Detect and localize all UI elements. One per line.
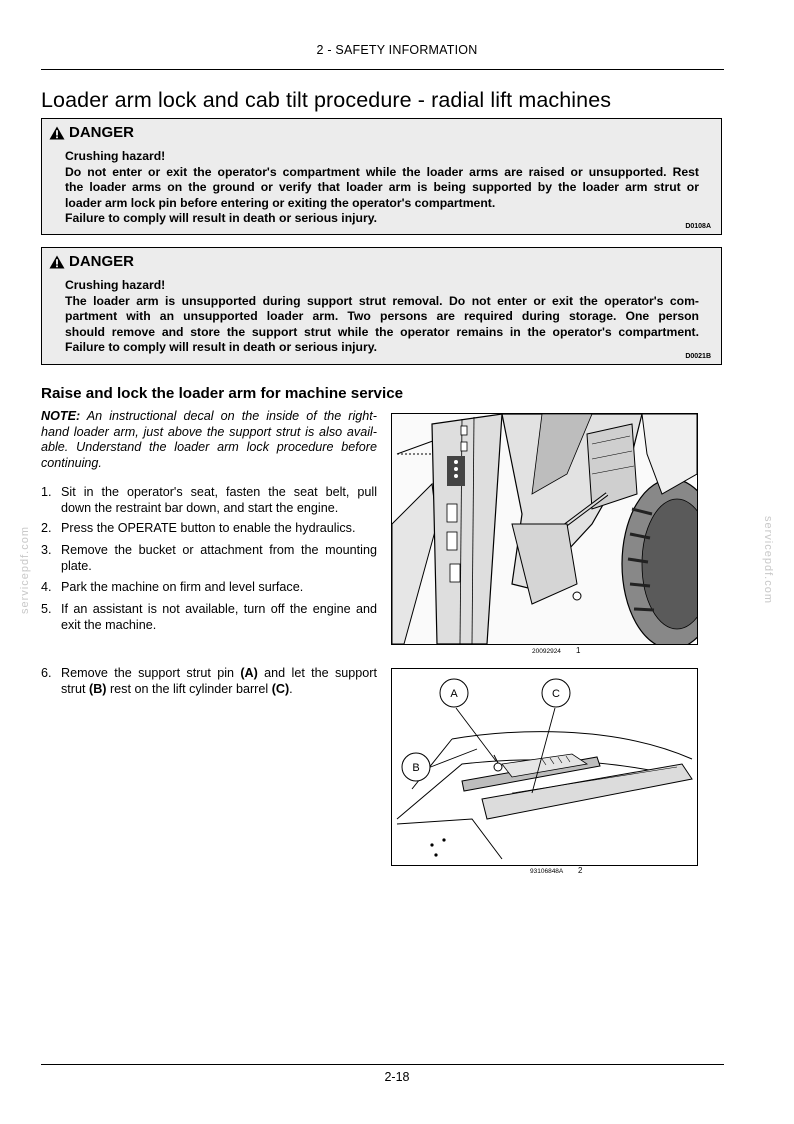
footer-rule xyxy=(41,1064,724,1065)
section-subheading: Raise and lock the loader arm for machine service xyxy=(41,385,404,402)
figure-1-code: 20092924 xyxy=(532,648,561,655)
step-line: Remove the support strut pin (A) and let the support xyxy=(61,666,377,680)
danger-text xyxy=(65,278,699,356)
warning-triangle-icon xyxy=(49,126,65,140)
loader-arm-illustration xyxy=(392,414,697,644)
callout-ref-c: (C) xyxy=(271,681,290,696)
callout-label-c: C xyxy=(552,688,560,700)
danger-hazard: Crushing hazard! xyxy=(65,278,166,292)
callout-label-a: A xyxy=(450,688,458,700)
step-number: 3. xyxy=(41,543,52,557)
danger-line: The loader arm is unsupported during support strut removal. Do not enter or exit the operator's com- xyxy=(65,293,699,308)
step-line: down the restraint bar down, and start the engine. xyxy=(61,500,339,515)
danger-label: DANGER xyxy=(69,124,135,141)
danger-text xyxy=(65,149,699,227)
danger-label: DANGER xyxy=(69,253,135,270)
danger-code: D0108A xyxy=(685,223,711,230)
danger-code: D0021B xyxy=(685,353,711,360)
step-line: strut (B) rest on the lift cylinder barrel (C). xyxy=(61,681,293,696)
page-title: Loader arm lock and cab tilt procedure - radial lift machines xyxy=(41,88,612,112)
danger-line: partment with an unsupported loader arm. Two persons are required during storage. One person xyxy=(65,309,699,324)
step-line: exit the machine. xyxy=(61,617,157,632)
note-line: continuing. xyxy=(41,455,102,470)
callout-ref-b: (B) xyxy=(89,681,107,696)
step-number: 4. xyxy=(41,580,52,594)
step-line: If an assistant is not available, turn off the engine and xyxy=(61,602,377,616)
step-number: 1. xyxy=(41,485,52,499)
step-line: plate. xyxy=(61,558,92,573)
danger-heading xyxy=(49,253,134,270)
running-header: 2 - SAFETY INFORMATION xyxy=(316,43,478,57)
step-line: Remove the bucket or attachment from the mounting xyxy=(61,543,377,557)
danger-line: Failure to comply will result in death or serious injury. xyxy=(65,340,377,355)
danger-line: loader arm lock pin before entering or exiting the operator's compartment. xyxy=(65,195,496,210)
note-paragraph xyxy=(41,409,377,471)
figure-2-number: 2 xyxy=(578,866,583,875)
header-rule xyxy=(41,69,724,70)
step-line: Park the machine on firm and level surface. xyxy=(61,580,304,594)
danger-line: the loader arms on the ground or verify that loader arm is being supported by the loader arm strut or xyxy=(65,180,699,195)
watermark-right: servicepdf.com xyxy=(762,516,774,604)
note-line: able. Understand the loader arm lock procedure before xyxy=(41,440,377,455)
note-line: NOTE: An instructional decal on the inside of the right- xyxy=(41,409,377,423)
figure-2-support-strut xyxy=(391,668,698,866)
step-number: 5. xyxy=(41,602,52,616)
step-line: Press the OPERATE button to enable the hydraulics. xyxy=(61,521,356,535)
watermark-left: servicepdf.com xyxy=(19,526,31,614)
figure-2-code: 93106848A xyxy=(530,868,564,875)
danger-heading xyxy=(49,124,134,141)
danger-box-2 xyxy=(41,247,722,365)
figure-1-number: 1 xyxy=(576,646,581,655)
danger-box-1 xyxy=(41,118,722,235)
step-number: 2. xyxy=(41,521,52,535)
danger-hazard: Crushing hazard! xyxy=(65,149,166,163)
step-line: Sit in the operator's seat, fasten the seat belt, pull xyxy=(61,485,377,499)
danger-line: Do not enter or exit the operator's compartment while the loader arms are raised or unsupported. Rest xyxy=(65,164,699,179)
callout-label-b: B xyxy=(412,762,420,774)
support-strut-illustration xyxy=(392,669,697,865)
callout-ref-a: (A) xyxy=(240,666,258,680)
note-label: NOTE: xyxy=(41,409,81,423)
page-number: 2-18 xyxy=(384,1070,410,1084)
danger-line: Failure to comply will result in death or serious injury. xyxy=(65,211,377,226)
figure-1-loader-arm xyxy=(391,413,698,645)
danger-line: should remove and store the support strut while the operator remains in the operator's compartment. xyxy=(65,324,699,339)
warning-triangle-icon xyxy=(49,255,65,269)
step-number: 6. xyxy=(41,666,52,680)
note-line: hand loader arm, just above the support strut is also avail- xyxy=(41,424,377,439)
